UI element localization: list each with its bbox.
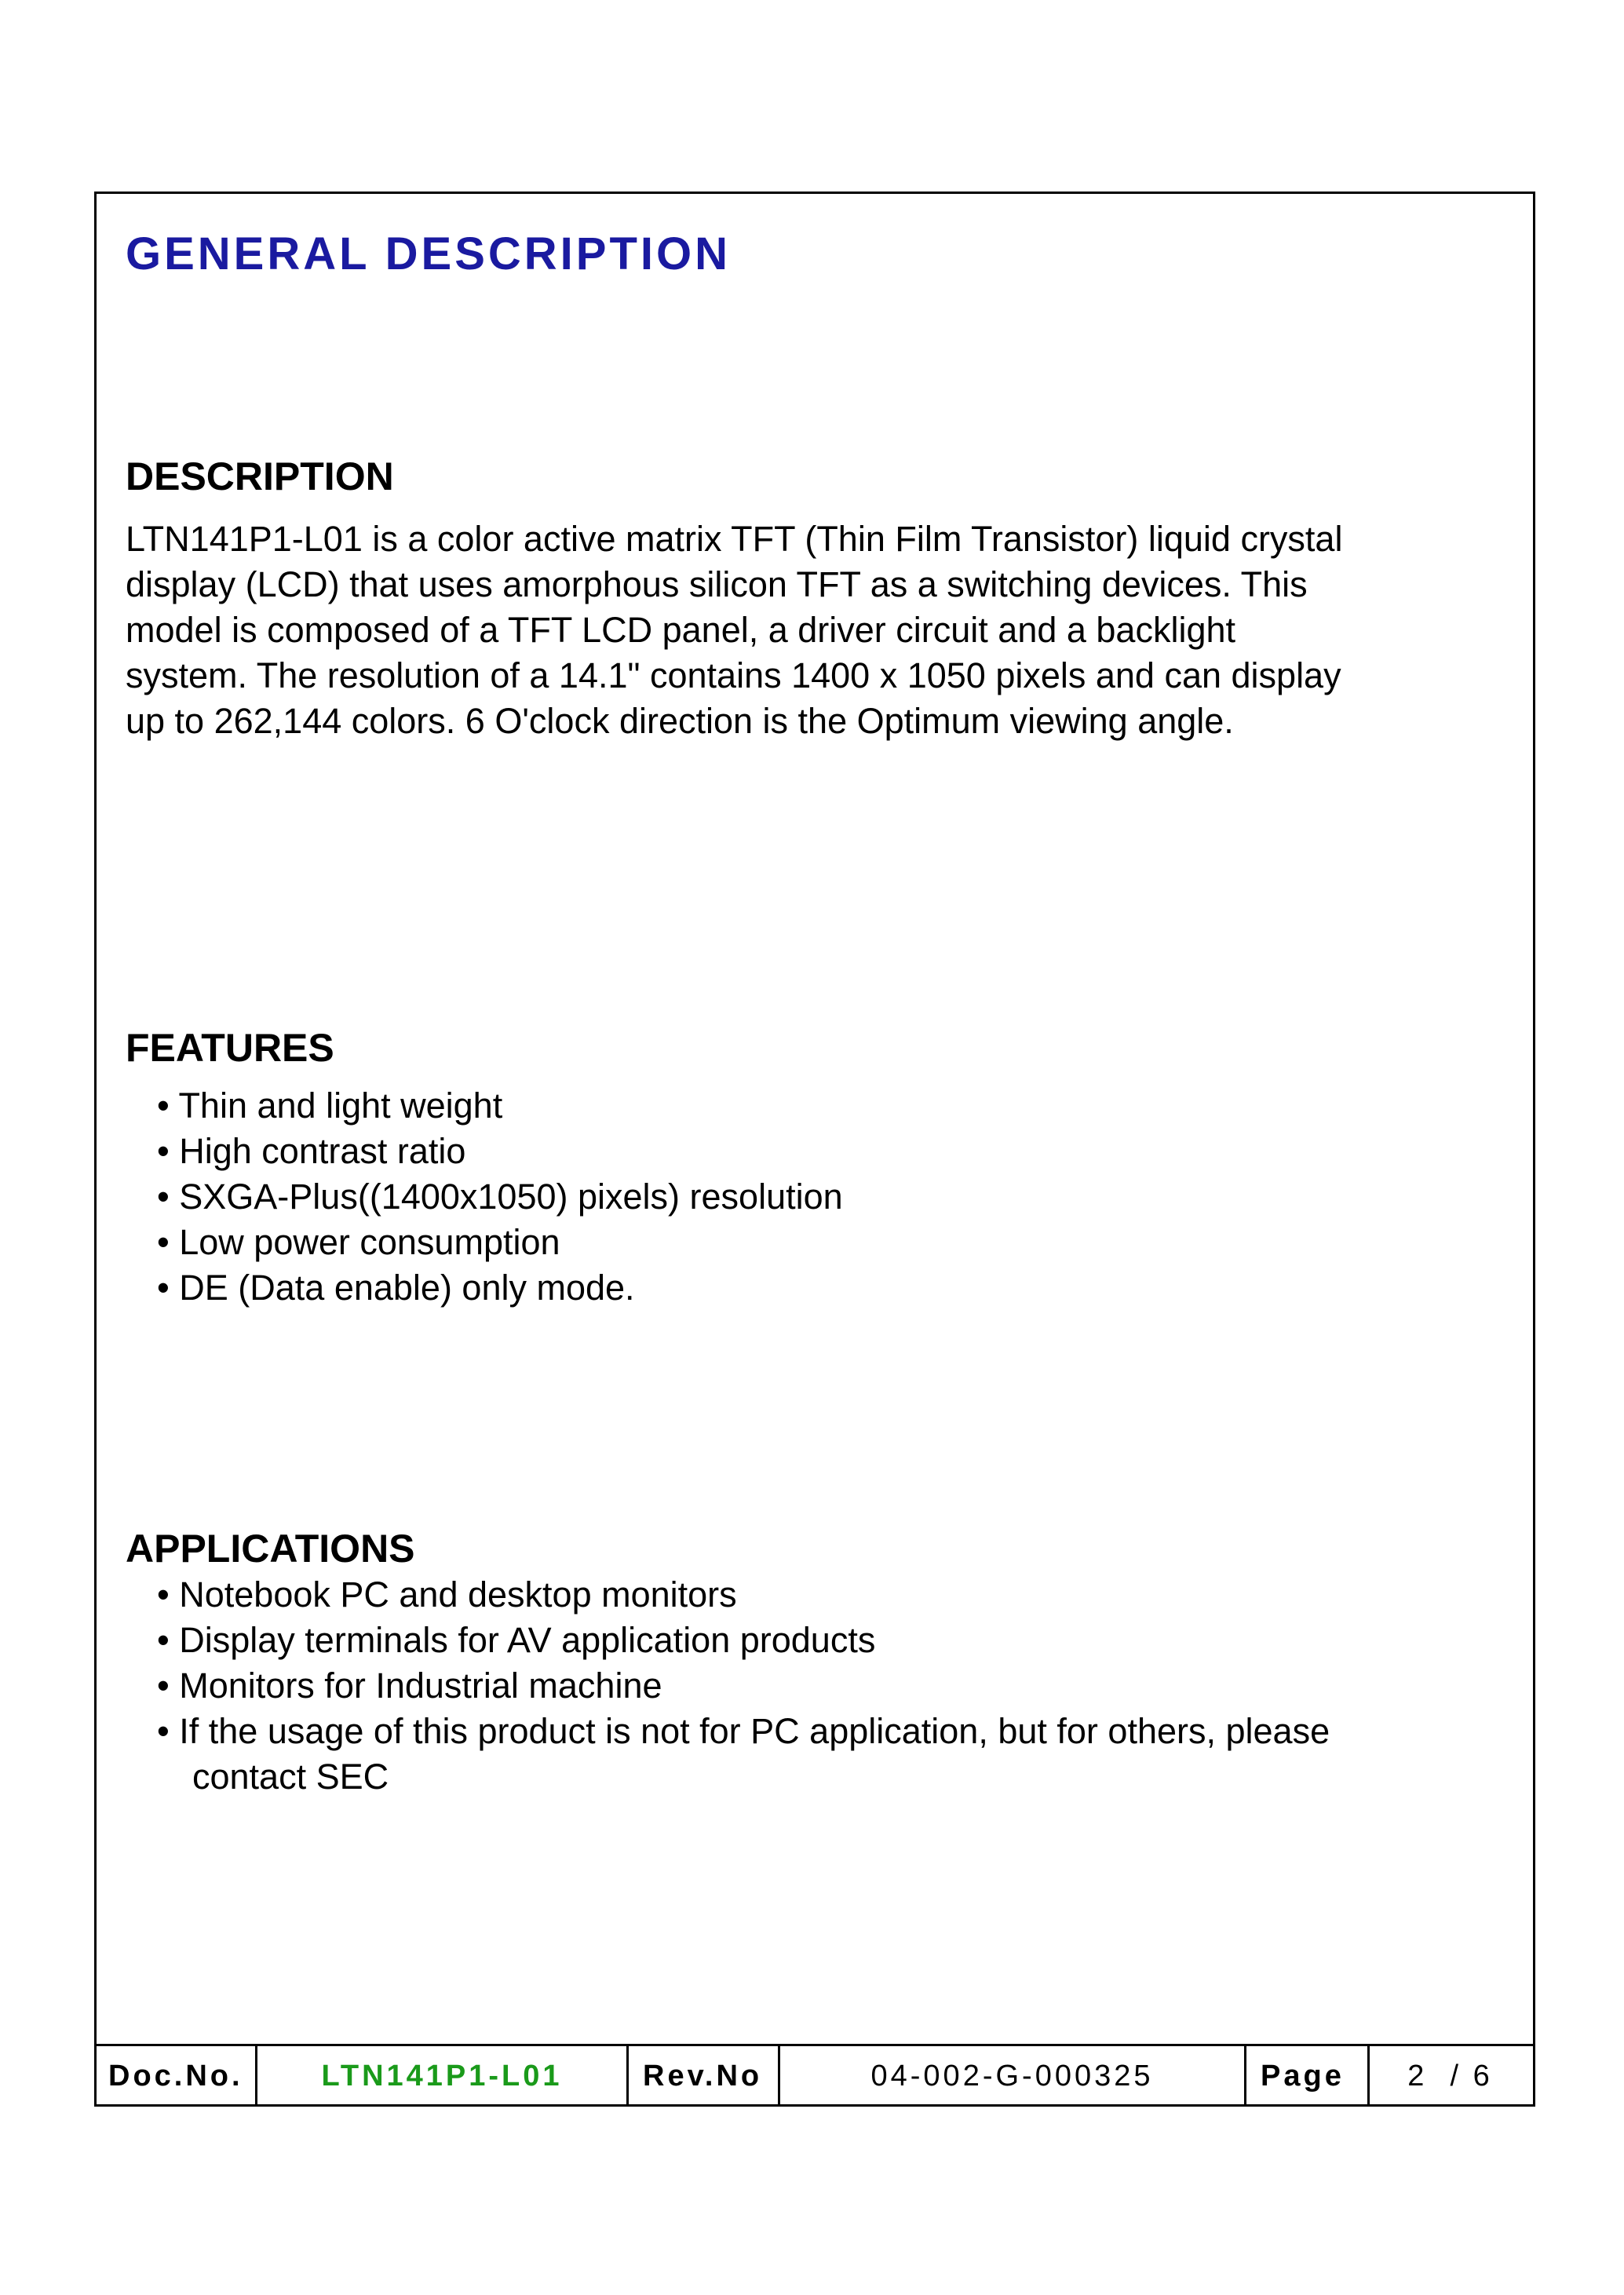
description-heading: DESCRIPTION (126, 454, 394, 498)
application-item: • If the usage of this product is not for PC application, but for others, please (157, 1711, 1330, 1751)
description-paragraph (126, 516, 1468, 744)
page-number: 2 / 6 (1407, 2060, 1493, 2092)
description-line: system. The resolution of a 14.1" contains 1400 x 1050 pixels and can display (126, 655, 1341, 695)
applications-heading: APPLICATIONS (126, 1527, 415, 1571)
application-item-continuation: contact SEC (192, 1757, 389, 1797)
description-line: up to 262,144 colors. 6 O'clock direction is the Optimum viewing angle. (126, 701, 1234, 741)
features-list (157, 1083, 843, 1311)
feature-item: • Thin and light weight (157, 1085, 503, 1126)
page-label: Page (1246, 2046, 1370, 2107)
features-heading: FEATURES (126, 1026, 334, 1070)
rev-no-label: Rev.No (629, 2046, 780, 2107)
feature-item: • Low power consumption (157, 1222, 560, 1262)
description-line: LTN141P1-L01 is a color active matrix TFT (Thin Film Transistor) liquid crystal (126, 519, 1343, 559)
application-item: • Monitors for Industrial machine (157, 1666, 662, 1706)
description-line: display (LCD) that uses amorphous silicon TFT as a switching devices. This (126, 564, 1308, 604)
feature-item: • SXGA-Plus((1400x1050) pixels) resolution (157, 1177, 843, 1217)
document-footer (94, 2044, 1535, 2107)
application-item: • Notebook PC and desktop monitors (157, 1574, 737, 1615)
applications-list (157, 1572, 1330, 1800)
rev-no-value: 04-002-G-000325 (780, 2046, 1246, 2107)
doc-no-value: LTN141P1-L01 (257, 2046, 629, 2107)
application-item: • Display terminals for AV application products (157, 1620, 876, 1660)
feature-item: • High contrast ratio (157, 1131, 466, 1171)
feature-item: • DE (Data enable) only mode. (157, 1268, 635, 1308)
doc-no-label: Doc.No. (94, 2046, 257, 2107)
page-title: GENERAL DESCRIPTION (126, 228, 732, 279)
description-line: model is composed of a TFT LCD panel, a driver circuit and a backlight (126, 610, 1236, 650)
